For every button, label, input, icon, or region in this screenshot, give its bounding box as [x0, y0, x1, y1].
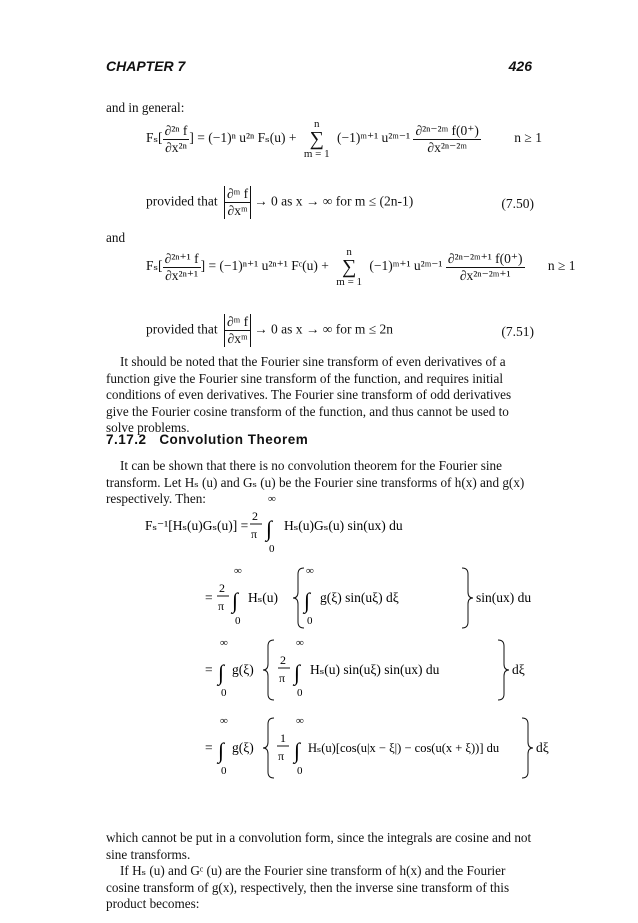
svg-text:∞: ∞: [220, 715, 228, 727]
equation-general: Fₛ[ $\frac{\text{∂²ⁿ f}}{\text{∂x²ⁿ}}$ ] = (−1)ⁿ u²ⁿ Fₛ(u) + n ∑ m = 1 (−1)ᵐ⁺¹ u²ᵐ⁻¹ $\frac{\text{∂²ⁿ⁻²ᵐ f(0⁺)}}{\text{∂x²ⁿ⁻²ᵐ}}$ n ≥ 1: [146, 118, 542, 160]
svg-text:0: 0: [221, 687, 227, 699]
equation-number-7-51: (7.51): [501, 324, 534, 339]
svg-text:0: 0: [307, 615, 313, 627]
integral-sign: ∫: [304, 588, 311, 613]
svg-text:∞: ∞: [234, 565, 242, 577]
paragraph-2: It can be shown that there is no convolution theorem for the Fourier sine transform. Let Hₛ (u) and Gₛ (u) be the Fourier sine transforms of h(x) and g(x) respectively. Then:: [106, 458, 525, 506]
svg-text:=: =: [205, 740, 213, 755]
integral-sign: ∫: [218, 660, 225, 685]
and-text: and: [106, 230, 126, 245]
conv-line1-lhs: Fₛ⁻¹[Hₛ(u)Gₛ(u)] =: [145, 518, 249, 533]
svg-text:dξ: dξ: [512, 662, 525, 677]
svg-text:Hₛ(u)[cos(u|x − ξ|) − cos(u(x: Hₛ(u)[cos(u|x − ξ|) − cos(u(x + ξ))] du: [308, 741, 500, 755]
svg-text:π: π: [251, 527, 258, 541]
svg-text:2: 2: [219, 581, 225, 595]
svg-text:∞: ∞: [296, 715, 304, 727]
integral-sign: ∫: [218, 738, 225, 763]
svg-text:=: =: [205, 662, 213, 677]
integral-sign: ∫: [266, 516, 273, 541]
svg-text:Hₛ(u) sin(uξ) sin(ux) du: Hₛ(u) sin(uξ) sin(ux) du: [310, 662, 440, 677]
chapter-title: CHAPTER 7: [106, 58, 186, 74]
paragraph-3: which cannot be put in a convolution form, since the integrals are cosine and not sine transforms.: [106, 830, 532, 862]
svg-text:Hₛ(u)Gₛ(u) sin(ux) du: Hₛ(u)Gₛ(u) sin(ux) du: [284, 518, 403, 533]
svg-text:∞: ∞: [220, 637, 228, 649]
equation-number-7-50: (7.50): [501, 196, 534, 211]
section-heading: 7.17.2 Convolution Theorem: [106, 432, 309, 447]
svg-text:Hₛ(u): Hₛ(u): [248, 590, 279, 605]
svg-text:g(ξ): g(ξ): [232, 662, 254, 677]
svg-text:sin(ux) du: sin(ux) du: [476, 590, 532, 605]
page-number: 426: [508, 58, 532, 74]
svg-text:0: 0: [235, 615, 241, 627]
provided-condition-2: provided that $\frac{\text{∂ᵐ f}}{\text{∂xᵐ}}$ → 0 as x → ∞ for m ≤ 2n: [146, 314, 394, 346]
integral-sign: ∫: [232, 588, 239, 613]
svg-text:1: 1: [280, 731, 286, 745]
equation-odd: Fₛ[ $\frac{\text{∂²ⁿ⁺¹ f}}{\text{∂x²ⁿ⁺¹}}$ ] = (−1)ⁿ⁺¹ u²ⁿ⁺¹ Fᶜ(u) + n ∑ m = 1 (−1)ᵐ⁺¹ u²ᵐ⁻¹ $\frac{\text{∂²ⁿ⁻²ᵐ⁺¹ f(0⁺)}}{\text{∂x²ⁿ⁻²ᵐ⁺¹}}$ n ≥ 1: [146, 246, 576, 288]
paragraph-4: If Hₛ (u) and Gᶜ (u) are the Fourier sine transform of h(x) and the Fourier cosine transform of g(x), respectively, then the inverse sine transform of this product becomes:: [106, 863, 510, 911]
svg-text:0: 0: [297, 765, 303, 777]
convolution-derivation: [0, 490, 638, 820]
svg-text:0: 0: [297, 687, 303, 699]
svg-text:π: π: [218, 599, 225, 613]
svg-text:=: =: [205, 590, 213, 605]
svg-text:0: 0: [269, 543, 275, 555]
svg-text:2: 2: [280, 653, 286, 667]
svg-text:π: π: [278, 749, 285, 763]
svg-text:π: π: [279, 671, 286, 685]
svg-text:2: 2: [252, 509, 258, 523]
svg-text:0: 0: [221, 765, 227, 777]
svg-text:∞: ∞: [268, 493, 276, 505]
svg-text:g(ξ): g(ξ): [232, 740, 254, 755]
provided-condition-1: provided that $\frac{\text{∂ᵐ f}}{\text{∂xᵐ}}$ → 0 as x → ∞ for m ≤ (2n-1): [146, 186, 414, 218]
integral-sign: ∫: [294, 660, 301, 685]
summation-sign: n ∑ m = 1: [303, 118, 330, 160]
integral-sign: ∫: [294, 738, 301, 763]
paragraph-1: It should be noted that the Fourier sine transform of even derivatives of a function give the Fourier sine transform of the function, and requires initial conditions of even derivatives. The Fourier sine transform of odd derivatives give the Fourier cosine transform of the function, and thus cannot be used to solve problems.: [106, 354, 512, 435]
intro-text: and in general:: [106, 100, 185, 115]
svg-text:∞: ∞: [296, 637, 304, 649]
svg-text:∞: ∞: [306, 565, 314, 577]
svg-text:g(ξ) sin(uξ) dξ: g(ξ) sin(uξ) dξ: [320, 590, 399, 605]
summation-sign: n ∑ m = 1: [336, 246, 363, 288]
svg-text:dξ: dξ: [536, 740, 549, 755]
